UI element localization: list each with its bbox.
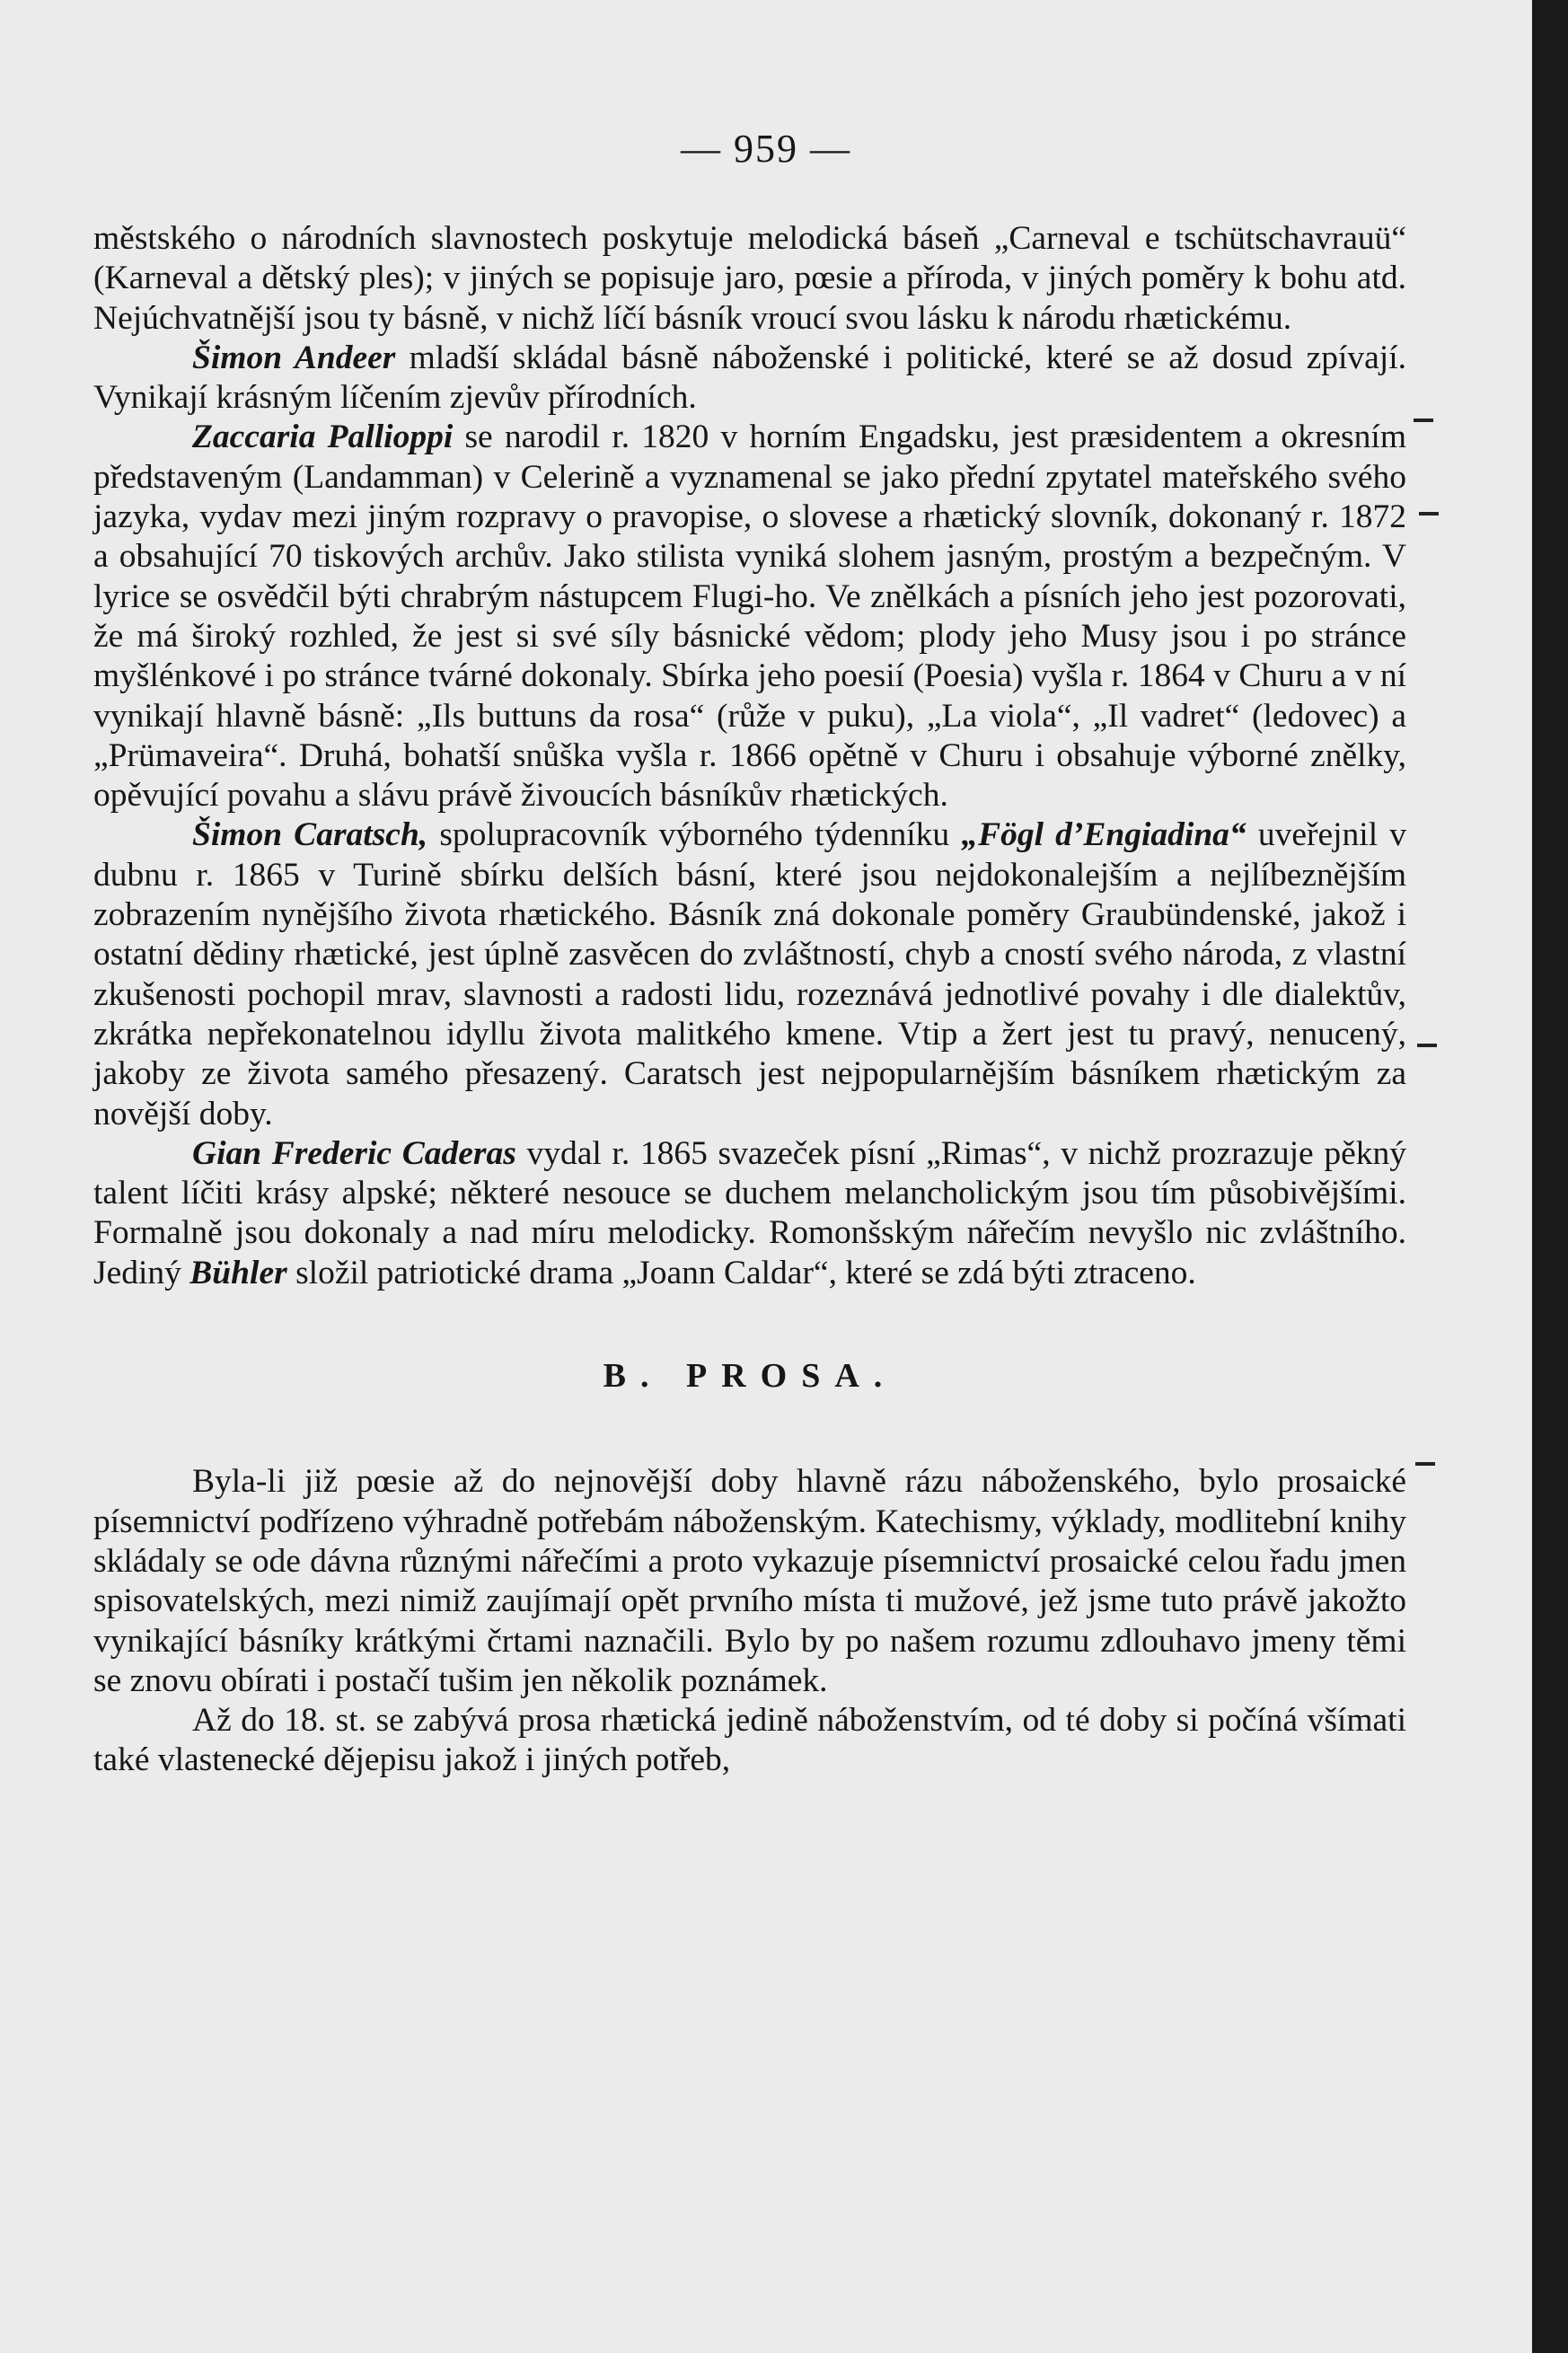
- paragraph-text: složil patriotické drama „Joann Caldar“, které se zdá býti ztraceno.: [286, 1254, 1196, 1291]
- author-name: Zaccaria Pallioppi: [192, 419, 454, 456]
- margin-mark: [1419, 512, 1439, 516]
- paragraph-caderas: [93, 1134, 1406, 1293]
- paragraph-text: spolupracovník výborného týdenníku: [427, 816, 962, 854]
- journal-title: „Fögl d’Engiadina“: [961, 816, 1246, 854]
- author-name: Šimon Caratsch,: [192, 816, 428, 854]
- paragraph-pallioppi: [93, 418, 1406, 815]
- section-heading: B. PROSA.: [603, 1357, 897, 1396]
- paragraph-text: vydal r. 1865 svazeček písní „Rimas“, v nichž prozrazuje pěkný talent líčiti krásy alpské; některé nesouce se duchem melancholickým jsou tím působivějšími. Formalně jsou dokonaly a nad míru melodicky. Romonšským nářečím nevyšlo nic zvláštního. Jediný: [93, 1134, 1406, 1291]
- author-name: Gian Frederic Caderas: [192, 1134, 516, 1172]
- margin-mark: [1415, 1462, 1435, 1466]
- margin-mark: [1414, 419, 1433, 422]
- paragraph-prosa-1: Byla-li již pœsie až do nejnovější doby hlavně rázu náboženského, bylo prosaické písemnictví podřízeno výhradně potřebám náboženským. Katechismy, výklady, modlitební knihy skládaly se ode dávna různými nářečími a proto vykazuje písemnictví prosaické celou řadu jmen spisovatelských, mezi nimiž zaujímají opět prvního místa ti mužové, jež jsme tuto právě jakožto vynikající básníky krátkými črtami naznačili. Bylo by po našem rozumu zdlouhavo jmeny těmi se znovu obírati i postačí tušim jen několik poznámek.: [93, 1463, 1406, 1699]
- paragraph-text: uveřejnil v dubnu r. 1865 v Turině sbírku delších básní, které jsou nejdokonalejším a nejlíbeznějším zobrazením nynějšího života rhætického. Básník zná dokonale poměry Graubündenské, jakož i ostatní dědiny rhætické, jest úplně zasvěcen do zvláštností, chyb a cností svého národa, z vlastní zkušenosti pochopil mrav, slavnosti a radosti lidu, rozeznává jednotlivé povahy i dle dialektův, zkrátka nepřekonatelnou idyllu života malitkého kmene. Vtip a žert jest tu pravý, nenucený, jakoby ze života samého přesazený. Caratsch jest nejpopularnějším básníkem rhætickým za novější doby.: [93, 816, 1406, 1132]
- paragraph-continued: městského o národních slavnostech poskytuje melodická báseň „Carneval e tschütschavrauü“ (Karneval a dětský ples); v jiných se popisuje jaro, pœsie a příroda, v jiných poměry k bohu atd. Nejúchvatnější jsou ty básně, v nichž líčí básník vroucí svou lásku k národu rhætickému.: [93, 220, 1406, 337]
- author-name: Bühler: [189, 1254, 287, 1291]
- paragraph-prosa-2: Až do 18. st. se zabývá prosa rhætická jedině náboženstvím, od té doby si počíná všímati také vlastenecké dějepisu jakož i jiných potřeb,: [93, 1702, 1406, 1779]
- author-name: Šimon Andeer: [192, 339, 396, 376]
- page-number: — 959 —: [681, 127, 851, 171]
- paragraph-text: mladší skládal básně náboženské i politické, které se až dosud zpívají. Vynikají krásným líčením zjevův přírodních.: [93, 339, 1406, 417]
- paragraph-andeer: [93, 339, 1406, 419]
- paragraph-text: se narodil r. 1820 v horním Engadsku, jest præsidentem a okresním představeným (Landamman) v Celerině a vyznamenal se jako přední zpytatel mateřského svého jazyka, vydav mezi jiným rozpravy o pravopise, o slovese a rhætický slovník, dokonaný r. 1872 a obsahující 70 tiskových archův. Jako stilista vyniká slohem jasným, prostým a bezpečným. V lyrice se osvědčil býti chrabrým nástupcem Flugi-ho. Ve znělkách a písních jeho jest pozorovati, že má široký rozhled, že jest si své síly básnické vědom; plody jeho Musy jsou i po stránce myšlénkové i po stránce tvárné dokonaly. Sbírka jeho poesií (Poesia) vyšla r. 1864 v Churu a v ní vynikají hlavně básně: „Ils buttuns da rosa“ (růže v puku), „La viola“, „Il vadret“ (ledovec) a „Prümaveira“. Druhá, bohatší snůška vyšla r. 1866 opětně v Churu i obsahuje výborné znělky, opěvující povahu a slávu právě živoucích básníkův rhætických.: [93, 419, 1406, 815]
- margin-mark: [1417, 1044, 1437, 1047]
- page-text: [93, 219, 1406, 1781]
- paragraph-caratsch: [93, 815, 1406, 1133]
